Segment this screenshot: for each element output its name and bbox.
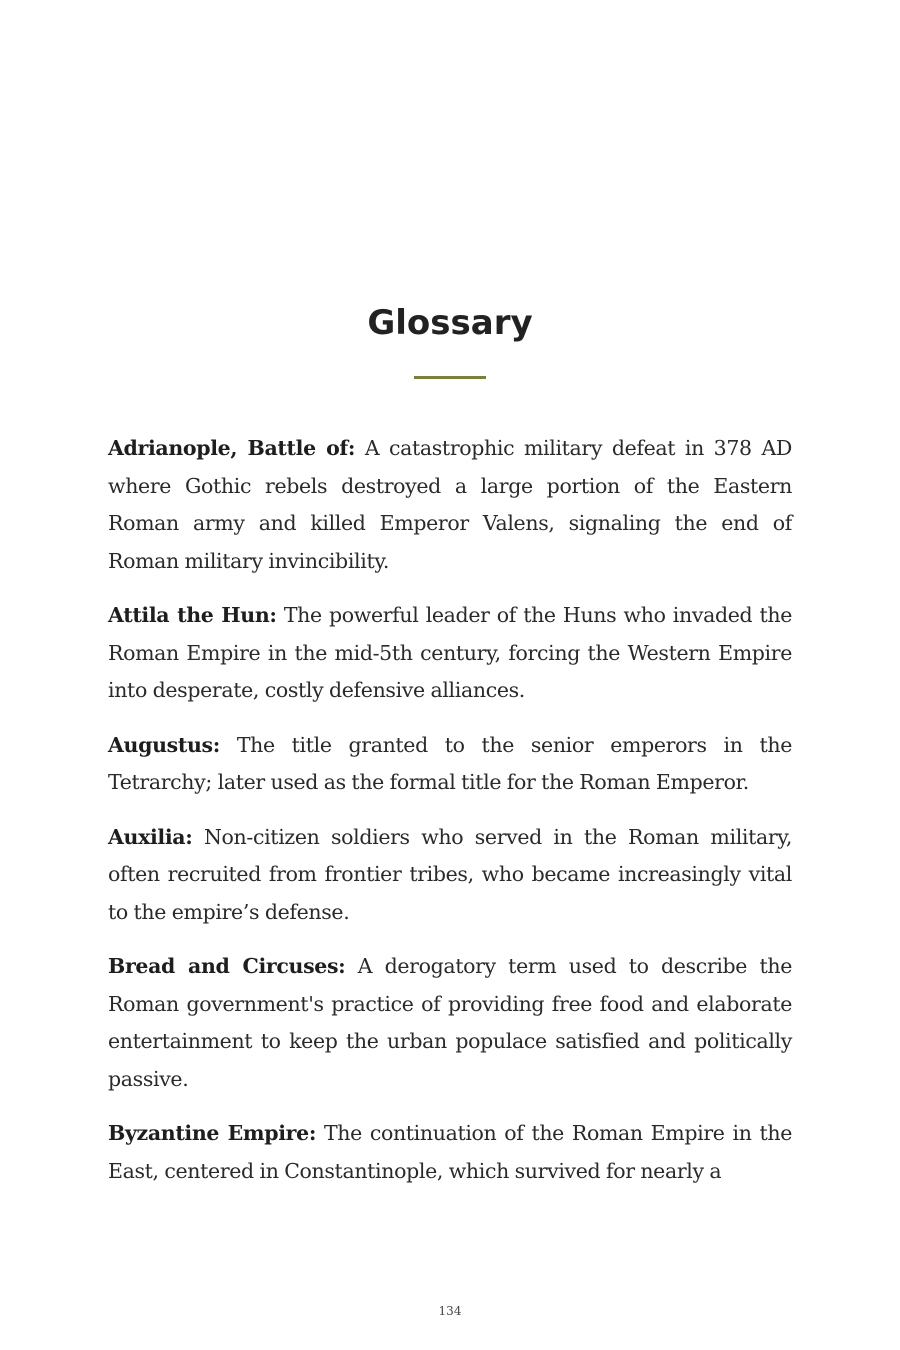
glossary-definition: The continuation of the Roman Empire in the East, centered in Constantinople, which survived for nearly a xyxy=(108,1121,792,1183)
glossary-term: Adrianople, Battle of: xyxy=(108,436,356,460)
glossary-definition: A catastrophic military defeat in 378 AD where Gothic rebels destroyed a large portion of the Eastern Roman army and killed Emperor Valens, signaling the end of Roman military invincibility. xyxy=(108,436,792,573)
glossary-entry xyxy=(108,1115,792,1190)
glossary-term: Byzantine Empire: xyxy=(108,1121,317,1145)
glossary-entry xyxy=(108,727,792,802)
glossary-term: Augustus: xyxy=(108,732,220,757)
glossary-term: Attila the Hun: xyxy=(108,603,277,627)
glossary-entry xyxy=(108,597,792,710)
glossary-entry xyxy=(108,948,792,1098)
glossary-definition: A derogatory term used to describe the Roman government's practice of providing free food and elaborate entertainment to keep the urban populace satisfied and politically passive. xyxy=(108,954,792,1091)
glossary-term: Auxilia: xyxy=(108,824,193,849)
title-divider xyxy=(414,376,486,379)
glossary-definition: The title granted to the senior emperors in the Tetrarchy; later used as the formal title for the Roman Emperor. xyxy=(108,732,792,794)
page-title: Glossary xyxy=(367,303,533,343)
glossary-entry xyxy=(108,819,792,932)
glossary-entry xyxy=(108,430,792,580)
glossary-definition: The powerful leader of the Huns who invaded the Roman Empire in the mid-5th century, forcing the Western Empire into desperate, costly defensive alliances. xyxy=(108,603,793,702)
glossary-term: Bread and Circuses: xyxy=(108,954,346,978)
glossary-definition: Non-citizen soldiers who served in the Roman military, often recruited from frontier tribes, who became increasingly vital to the empire’s defense. xyxy=(108,824,792,924)
page-number: 134 xyxy=(438,1304,462,1318)
glossary-list xyxy=(108,430,792,1207)
